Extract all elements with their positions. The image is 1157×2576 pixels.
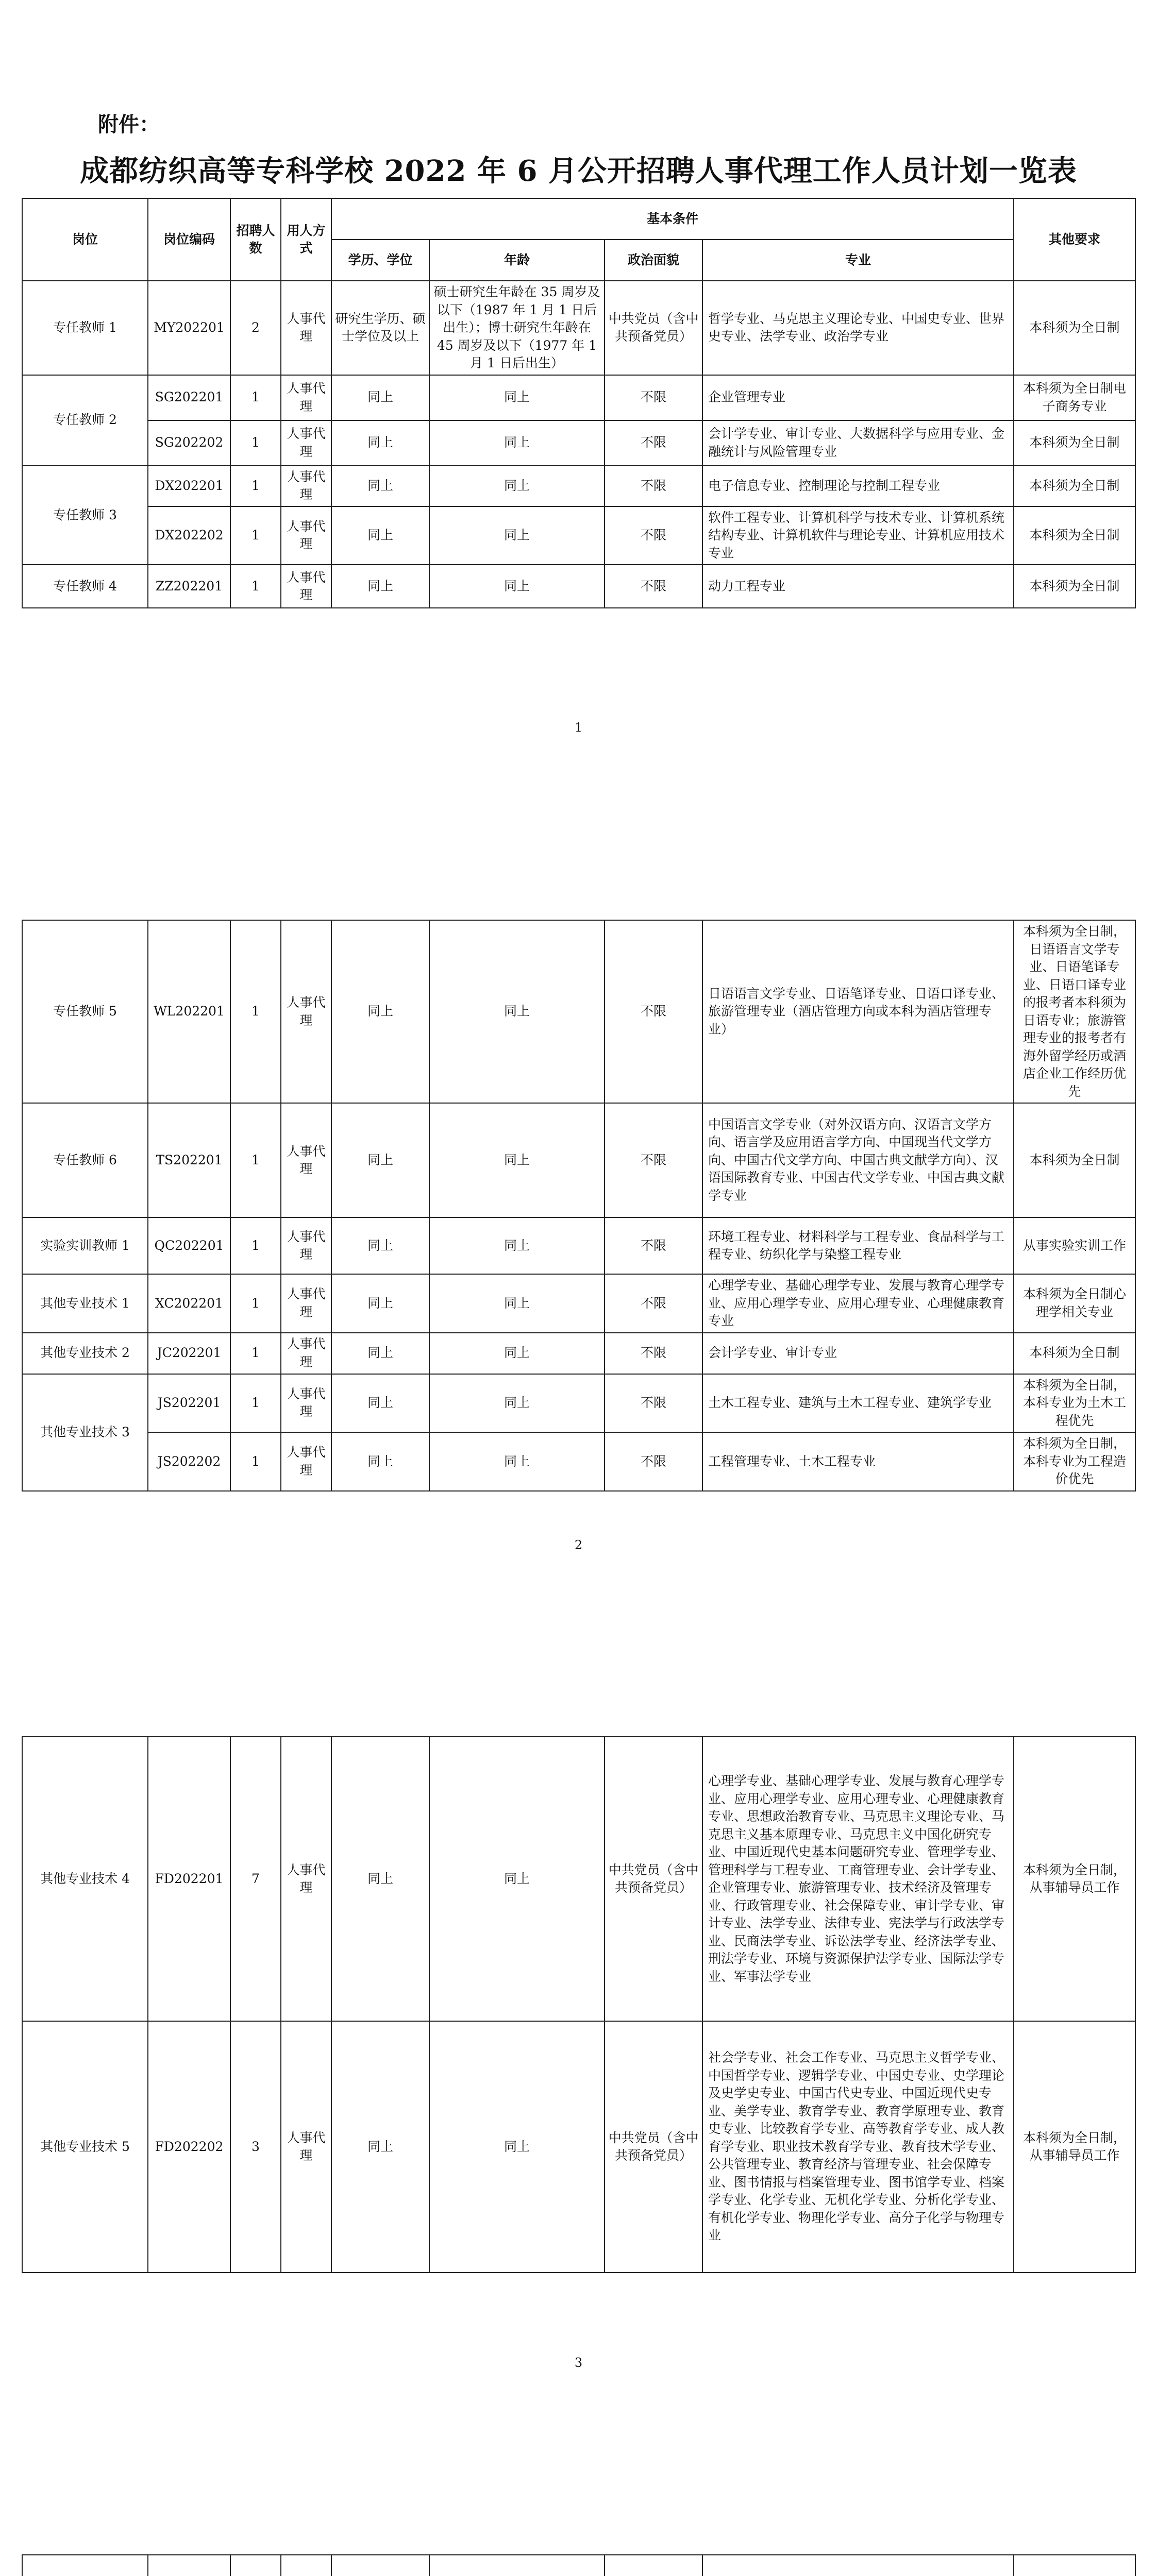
table-row bbox=[22, 2555, 1135, 2576]
cell-other: 本科须为全日制 bbox=[1014, 1333, 1135, 1374]
cell-position: 其他专业技术 3 bbox=[22, 1374, 148, 1491]
header-position: 岗位 bbox=[22, 198, 148, 281]
header-basic-conditions: 基本条件 bbox=[331, 198, 1014, 240]
cell-position: 专任教师 5 bbox=[22, 920, 148, 1103]
header-political: 政治面貌 bbox=[605, 240, 702, 281]
cell-education: 同上 bbox=[331, 375, 429, 420]
cell-age: 同上 bbox=[429, 1274, 605, 1333]
cell-political: 不限 bbox=[605, 375, 702, 420]
header-code: 岗位编码 bbox=[148, 198, 230, 281]
cell-political: 不限 bbox=[605, 1333, 702, 1374]
cell-method: 人事代理 bbox=[281, 375, 331, 420]
cell-age: 同上 bbox=[429, 1103, 605, 1217]
cell-major: 电子信息专业、控制理论与控制工程专业 bbox=[702, 466, 1014, 506]
cell-code: QC202201 bbox=[148, 1217, 230, 1274]
cell-other: 本科须为全日制 bbox=[1014, 281, 1135, 375]
header-other: 其他要求 bbox=[1014, 198, 1135, 281]
cell-position: 专任教师 6 bbox=[22, 1103, 148, 1217]
cell-age: 同上 bbox=[429, 466, 605, 506]
cell-count: 1 bbox=[230, 375, 281, 420]
cell-code: DX202201 bbox=[148, 466, 230, 506]
cell-age: 同上 bbox=[429, 1374, 605, 1433]
cell-position: 实验实训教师 1 bbox=[22, 1217, 148, 1274]
table-row bbox=[22, 1103, 1135, 1217]
cell-political: 不限 bbox=[605, 565, 702, 608]
cell-code: DX202202 bbox=[148, 506, 230, 565]
header-major: 专业 bbox=[702, 240, 1014, 281]
cell-position bbox=[22, 2555, 148, 2576]
cell-count: 1 bbox=[230, 506, 281, 565]
cell-education: 同上 bbox=[331, 1737, 429, 2021]
page-number: 3 bbox=[574, 2355, 583, 2370]
cell-major: 动力工程专业 bbox=[702, 565, 1014, 608]
cell-age: 同上 bbox=[429, 2021, 605, 2273]
recruitment-table-page-4 bbox=[22, 2554, 1136, 2576]
table-row bbox=[22, 506, 1135, 565]
cell-code: SG202201 bbox=[148, 375, 230, 420]
cell-position: 其他专业技术 1 bbox=[22, 1274, 148, 1333]
cell-age: 同上 bbox=[429, 375, 605, 420]
cell-other: 本科须为全日制 bbox=[1014, 565, 1135, 608]
cell-political: 不限 bbox=[605, 420, 702, 466]
cell-code: SG202202 bbox=[148, 420, 230, 466]
cell-count bbox=[230, 2555, 281, 2576]
cell-major: 会计学专业、审计专业、大数据科学与应用专业、金融统计与风险管理专业 bbox=[702, 420, 1014, 466]
cell-code: JS202202 bbox=[148, 1432, 230, 1491]
cell-count: 7 bbox=[230, 1737, 281, 2021]
cell-code: FD202201 bbox=[148, 1737, 230, 2021]
cell-education: 同上 bbox=[331, 466, 429, 506]
cell-major: 软件工程专业、计算机科学与技术专业、计算机系统结构专业、计算机软件与理论专业、计算机应用技术专业 bbox=[702, 506, 1014, 565]
cell-method: 人事代理 bbox=[281, 1103, 331, 1217]
cell-education: 同上 bbox=[331, 506, 429, 565]
cell-political: 不限 bbox=[605, 1374, 702, 1433]
recruitment-table-page-2 bbox=[22, 920, 1136, 1492]
cell-major: 土木工程专业、建筑与土木工程专业、建筑学专业 bbox=[702, 1374, 1014, 1433]
cell-major: 工程管理专业、土木工程专业 bbox=[702, 1432, 1014, 1491]
cell-code: ZZ202201 bbox=[148, 565, 230, 608]
cell-age: 硕士研究生年龄在 35 周岁及以下（1987 年 1 月 1 日后出生）；博士研究生年龄在 45 周岁及以下（1977 年 1 月 1 日后出生） bbox=[429, 281, 605, 375]
cell-count: 2 bbox=[230, 281, 281, 375]
cell-major: 企业管理专业 bbox=[702, 375, 1014, 420]
cell-method: 人事代理 bbox=[281, 2021, 331, 2273]
cell-education: 同上 bbox=[331, 1333, 429, 1374]
cell-political bbox=[605, 2555, 702, 2576]
cell-other: 本科须为全日制，从事辅导员工作 bbox=[1014, 2021, 1135, 2273]
cell-method: 人事代理 bbox=[281, 1217, 331, 1274]
table-row bbox=[22, 1217, 1135, 1274]
cell-political: 不限 bbox=[605, 1274, 702, 1333]
cell-method: 人事代理 bbox=[281, 1737, 331, 2021]
cell-major: 日语语言文学专业、日语笔译专业、日语口译专业、旅游管理专业（酒店管理方向或本科为酒店管理专业） bbox=[702, 920, 1014, 1103]
table-row bbox=[22, 920, 1135, 1103]
table-row bbox=[22, 2021, 1135, 2273]
cell-count: 1 bbox=[230, 1432, 281, 1491]
cell-position: 专任教师 1 bbox=[22, 281, 148, 375]
header-method: 用人方式 bbox=[281, 198, 331, 281]
cell-position: 专任教师 4 bbox=[22, 565, 148, 608]
cell-education: 同上 bbox=[331, 2021, 429, 2273]
cell-age: 同上 bbox=[429, 565, 605, 608]
cell-major: 社会学专业、社会工作专业、马克思主义哲学专业、中国哲学专业、逻辑学专业、中国史专业、史学理论及史学史专业、中国古代史专业、中国近现代史专业、美学专业、教育学专业、教育学原理专业、教育史专业、比较教育学专业、高等教育学专业、成人教育学专业、职业技术教育学专业、教育技术学专业、公共管理专业、教育经济与管理专业、社会保障专业、图书情报与档案管理专业、图书馆学专业、档案学专业、化学专业、无机化学专业、分析化学专业、有机化学专业、物理化学专业、高分子化学与物理专业 bbox=[702, 2021, 1014, 2273]
cell-method: 人事代理 bbox=[281, 1274, 331, 1333]
cell-age bbox=[429, 2555, 605, 2576]
cell-count: 1 bbox=[230, 565, 281, 608]
cell-education: 同上 bbox=[331, 920, 429, 1103]
cell-code: WL202201 bbox=[148, 920, 230, 1103]
cell-political: 不限 bbox=[605, 1432, 702, 1491]
cell-education: 同上 bbox=[331, 565, 429, 608]
cell-education: 同上 bbox=[331, 1274, 429, 1333]
header-education: 学历、学位 bbox=[331, 240, 429, 281]
cell-education: 同上 bbox=[331, 1103, 429, 1217]
header-count: 招聘人数 bbox=[230, 198, 281, 281]
cell-political: 不限 bbox=[605, 506, 702, 565]
cell-political: 不限 bbox=[605, 1103, 702, 1217]
cell-other bbox=[1014, 2555, 1135, 2576]
cell-count: 1 bbox=[230, 1103, 281, 1217]
cell-age: 同上 bbox=[429, 1737, 605, 2021]
cell-other: 本科须为全日制 bbox=[1014, 466, 1135, 506]
cell-method: 人事代理 bbox=[281, 920, 331, 1103]
table-row bbox=[22, 1374, 1135, 1433]
recruitment-table-page-1 bbox=[22, 198, 1136, 608]
table-row bbox=[22, 281, 1135, 375]
cell-count: 3 bbox=[230, 2021, 281, 2273]
cell-method: 人事代理 bbox=[281, 1374, 331, 1433]
cell-position: 其他专业技术 4 bbox=[22, 1737, 148, 2021]
cell-political: 不限 bbox=[605, 1217, 702, 1274]
cell-count: 1 bbox=[230, 1274, 281, 1333]
cell-age: 同上 bbox=[429, 1217, 605, 1274]
cell-method: 人事代理 bbox=[281, 1432, 331, 1491]
cell-code: TS202201 bbox=[148, 1103, 230, 1217]
table-row bbox=[22, 1737, 1135, 2021]
cell-other: 本科须为全日制 bbox=[1014, 506, 1135, 565]
cell-political: 不限 bbox=[605, 466, 702, 506]
cell-age: 同上 bbox=[429, 1432, 605, 1491]
table-row bbox=[22, 565, 1135, 608]
page-number: 2 bbox=[574, 1538, 583, 1552]
cell-other: 本科须为全日制电子商务专业 bbox=[1014, 375, 1135, 420]
cell-major: 中国语言文学专业（对外汉语方向、汉语言文学方向、语言学及应用语言学方向、中国现当代文学方向、中国古代文学方向、中国古典文献学方向）、汉语国际教育专业、中国古代文学专业、中国古典文献学专业 bbox=[702, 1103, 1014, 1217]
cell-education: 研究生学历、硕士学位及以上 bbox=[331, 281, 429, 375]
cell-major: 环境工程专业、材料科学与工程专业、食品科学与工程专业、纺织化学与染整工程专业 bbox=[702, 1217, 1014, 1274]
cell-position: 专任教师 3 bbox=[22, 466, 148, 565]
cell-code: XC202201 bbox=[148, 1274, 230, 1333]
cell-political: 中共党员（含中共预备党员） bbox=[605, 2021, 702, 2273]
cell-other: 从事实验实训工作 bbox=[1014, 1217, 1135, 1274]
cell-code: JS202201 bbox=[148, 1374, 230, 1433]
cell-other: 本科须为全日制 bbox=[1014, 1103, 1135, 1217]
cell-other: 本科须为全日制，从事辅导员工作 bbox=[1014, 1737, 1135, 2021]
cell-count: 1 bbox=[230, 1217, 281, 1274]
cell-other: 本科须为全日制心理学相关专业 bbox=[1014, 1274, 1135, 1333]
cell-other: 本科须为全日制 bbox=[1014, 420, 1135, 466]
cell-political: 中共党员（含中共预备党员） bbox=[605, 1737, 702, 2021]
cell-age: 同上 bbox=[429, 506, 605, 565]
cell-education: 同上 bbox=[331, 1374, 429, 1433]
page-title: 成都纺织高等专科学校 2022 年 6 月公开招聘人事代理工作人员计划一览表 bbox=[80, 154, 1077, 188]
recruitment-table-page-3 bbox=[22, 1736, 1136, 2273]
cell-position: 其他专业技术 5 bbox=[22, 2021, 148, 2273]
cell-code bbox=[148, 2555, 230, 2576]
cell-political: 不限 bbox=[605, 920, 702, 1103]
cell-major: 哲学专业、马克思主义理论专业、中国史专业、世界史专业、法学专业、政治学专业 bbox=[702, 281, 1014, 375]
cell-count: 1 bbox=[230, 466, 281, 506]
cell-education bbox=[331, 2555, 429, 2576]
cell-major: 心理学专业、基础心理学专业、发展与教育心理学专业、应用心理学专业、应用心理专业、心理健康教育专业、思想政治教育专业、马克思主义理论专业、马克思主义基本原理专业、马克思主义中国化研究专业、中国近现代史基本问题研究专业、管理学专业、管理科学与工程专业、工商管理专业、会计学专业、企业管理专业、旅游管理专业、技术经济及管理专业、行政管理专业、社会保障专业、审计学专业、审计专业、法学专业、法律专业、宪法学与行政法学专业、民商法学专业、诉讼法学专业、经济法学专业、刑法学专业、环境与资源保护法学专业、国际法学专业、军事法学专业 bbox=[702, 1737, 1014, 2021]
cell-age: 同上 bbox=[429, 920, 605, 1103]
cell-education: 同上 bbox=[331, 1432, 429, 1491]
cell-age: 同上 bbox=[429, 1333, 605, 1374]
cell-other: 本科须为全日制，本科专业为工程造价优先 bbox=[1014, 1432, 1135, 1491]
table-row bbox=[22, 466, 1135, 506]
cell-method: 人事代理 bbox=[281, 466, 331, 506]
cell-method: 人事代理 bbox=[281, 281, 331, 375]
cell-major: 会计学专业、审计专业 bbox=[702, 1333, 1014, 1374]
cell-major bbox=[702, 2555, 1014, 2576]
cell-count: 1 bbox=[230, 420, 281, 466]
cell-political: 中共党员（含中共预备党员） bbox=[605, 281, 702, 375]
cell-other: 本科须为全日制，日语语言文学专业、日语笔译专业、日语口译专业的报考者本科须为日语专业；旅游管理专业的报考者有海外留学经历或酒店企业工作经历优先 bbox=[1014, 920, 1135, 1103]
cell-age: 同上 bbox=[429, 420, 605, 466]
cell-education: 同上 bbox=[331, 1217, 429, 1274]
cell-position: 其他专业技术 2 bbox=[22, 1333, 148, 1374]
page-number: 1 bbox=[574, 720, 583, 735]
cell-code: JC202201 bbox=[148, 1333, 230, 1374]
table-row bbox=[22, 375, 1135, 420]
table-row bbox=[22, 1432, 1135, 1491]
cell-count: 1 bbox=[230, 1333, 281, 1374]
cell-code: MY202201 bbox=[148, 281, 230, 375]
cell-other: 本科须为全日制，本科专业为土木工程优先 bbox=[1014, 1374, 1135, 1433]
cell-position: 专任教师 2 bbox=[22, 375, 148, 466]
cell-code: FD202202 bbox=[148, 2021, 230, 2273]
cell-method: 人事代理 bbox=[281, 565, 331, 608]
cell-count: 1 bbox=[230, 1374, 281, 1433]
cell-method: 人事代理 bbox=[281, 506, 331, 565]
cell-education: 同上 bbox=[331, 420, 429, 466]
header-age: 年龄 bbox=[429, 240, 605, 281]
cell-method: 人事代理 bbox=[281, 420, 331, 466]
table-row bbox=[22, 1333, 1135, 1374]
cell-count: 1 bbox=[230, 920, 281, 1103]
cell-method: 人事代理 bbox=[281, 1333, 331, 1374]
cell-method bbox=[281, 2555, 331, 2576]
table-row bbox=[22, 420, 1135, 466]
cell-major: 心理学专业、基础心理学专业、发展与教育心理学专业、应用心理学专业、应用心理专业、心理健康教育专业 bbox=[702, 1274, 1014, 1333]
table-row bbox=[22, 1274, 1135, 1333]
attachment-label: 附件： bbox=[98, 112, 160, 137]
